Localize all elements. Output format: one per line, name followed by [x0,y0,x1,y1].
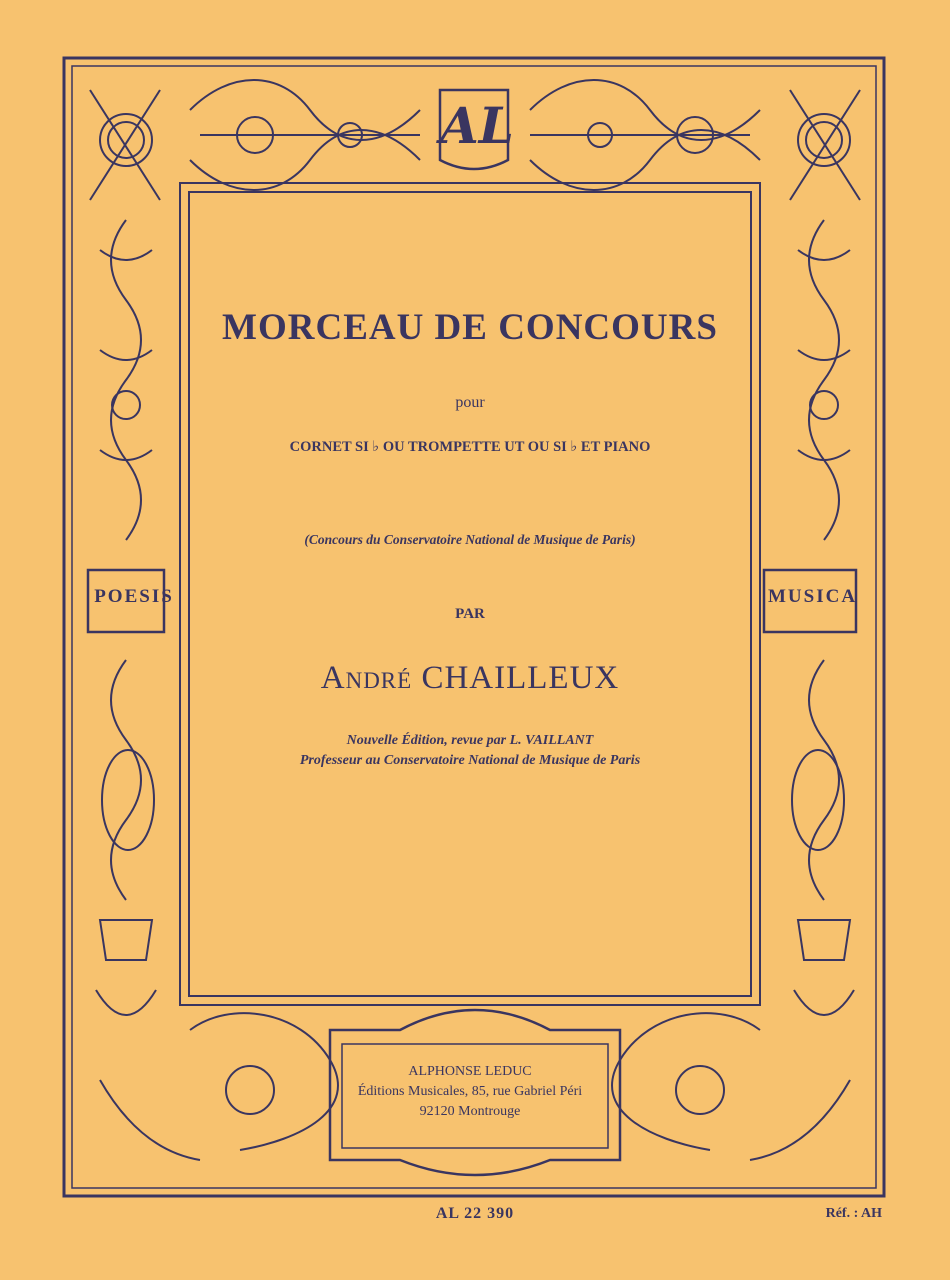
instrumentation: CORNET SI ♭ OU TROMPETTE UT OU SI ♭ ET PIANO [289,439,651,455]
edition-line-2: Professeur au Conservatoire National de Musique de Paris [299,753,641,768]
concours-note: (Concours du Conservatoire National de Musique de Paris) [304,532,636,547]
catalog-number: AL 22 390 [435,1205,515,1222]
publisher-address: Éditions Musicales, 85, rue Gabriel Péri [357,1084,583,1099]
reference-code: Réf. : AH [825,1206,882,1221]
page-title: MORCEAU DE CONCOURS [222,307,718,348]
edition-line-1: Nouvelle Édition, revue par L. VAILLANT [346,733,594,748]
publisher-logo: AL [440,96,514,155]
publisher-name: ALPHONSE LEDUC [408,1064,532,1079]
composer-name: André CHAILLEUX [320,660,620,696]
pour-text: pour [455,394,485,411]
publisher-cartouche [340,1062,600,1122]
label-poesis: POESIS [94,586,174,607]
publisher-city: 92120 Montrouge [419,1104,521,1119]
label-musica: MUSICA [768,586,858,607]
edition-note [188,731,752,771]
par-text: PAR [455,606,485,622]
